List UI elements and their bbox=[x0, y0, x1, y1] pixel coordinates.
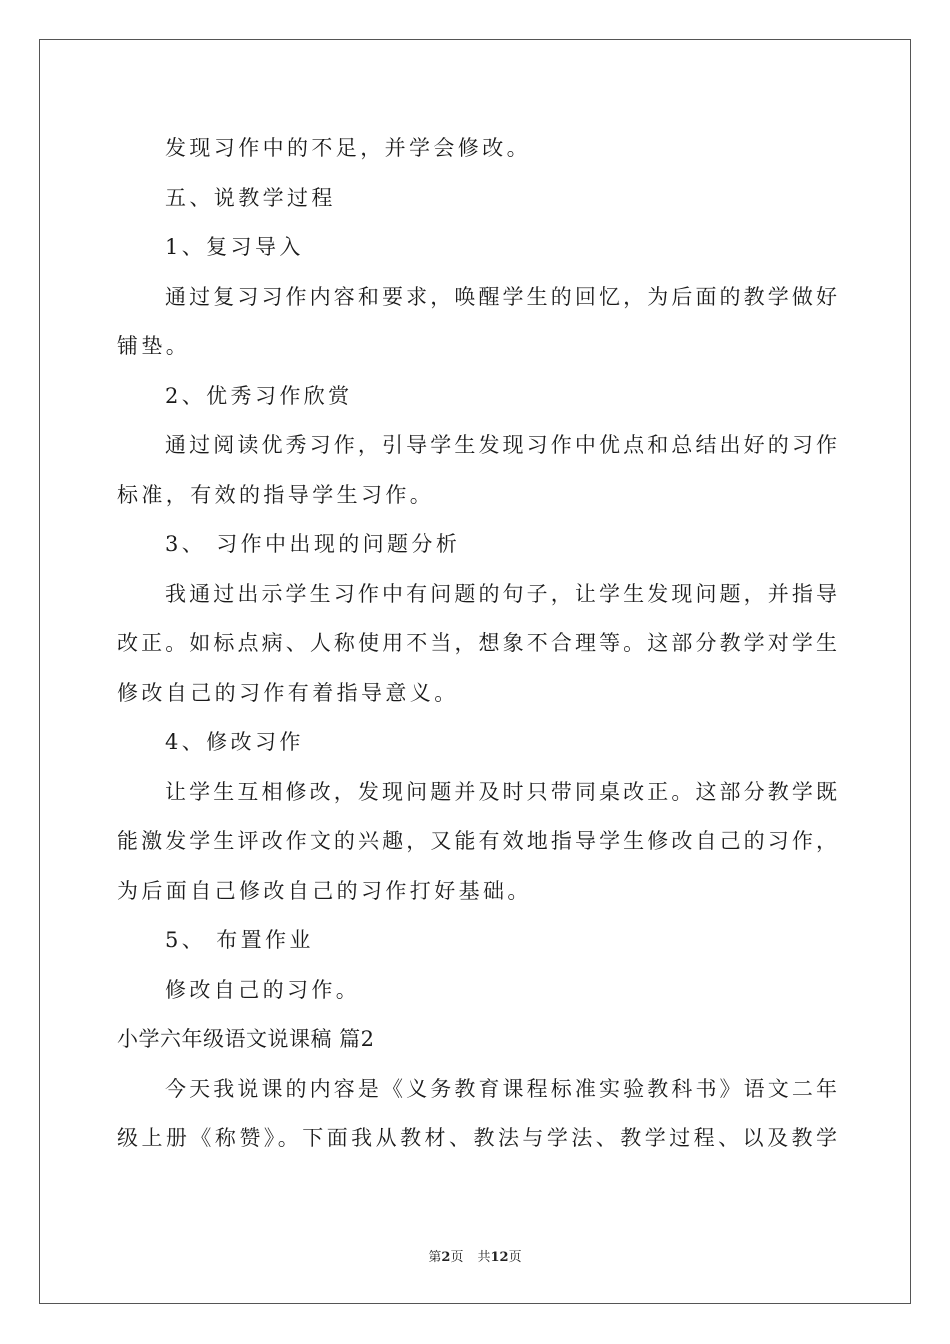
paragraph-line: 通过阅读优秀习作，引导学生发现习作中优点和总结出好的习作 bbox=[165, 433, 837, 457]
paragraph-line: 级上册《称赞》。下面我从教材、教法与学法、教学过程、以及教学 bbox=[117, 1126, 837, 1150]
paragraph-line: 为后面自己修改自己的习作打好基础。 bbox=[117, 878, 532, 903]
paragraph-line: 改正。如标点病、人称使用不当，想象不合理等。这部分教学对学生 bbox=[117, 631, 837, 655]
subsection-heading: 3、 习作中出现的问题分析 bbox=[165, 532, 461, 556]
article-title: 小学六年级语文说课稿 篇2 bbox=[117, 1027, 375, 1051]
paragraph-line: 修改自己的习作。 bbox=[165, 977, 361, 1002]
paragraph-line: 能激发学生评改作文的兴趣，又能有效地指导学生修改自己的习作， bbox=[117, 829, 837, 853]
document-body bbox=[117, 124, 837, 1164]
page-label-suffix: 页 bbox=[450, 1250, 464, 1265]
page-number: 2 bbox=[441, 1250, 451, 1265]
paragraph-line: 铺垫。 bbox=[117, 334, 191, 358]
subsection-heading: 2、优秀习作欣赏 bbox=[165, 383, 353, 408]
total-pages: 12 bbox=[490, 1250, 509, 1265]
total-label-prefix: 共 bbox=[477, 1250, 491, 1265]
paragraph-line: 通过复习习作内容和要求，唤醒学生的回忆，为后面的教学做好 bbox=[165, 284, 837, 309]
total-label-suffix: 页 bbox=[508, 1250, 522, 1265]
paragraph-line: 我通过出示学生习作中有问题的句子，让学生发现问题，并指导 bbox=[165, 581, 837, 606]
page-footer bbox=[0, 1246, 950, 1265]
subsection-heading: 1、复习导入 bbox=[165, 235, 304, 259]
paragraph-line: 今天我说课的内容是《义务教育课程标准实验教科书》语文二年 bbox=[165, 1076, 837, 1101]
paragraph-line: 让学生互相修改，发现问题并及时只带同桌改正。这部分教学既 bbox=[165, 779, 837, 804]
paragraph-line: 修改自己的习作有着指导意义。 bbox=[117, 680, 459, 705]
page-label-prefix: 第 bbox=[428, 1250, 442, 1265]
paragraph-line: 标准，有效的指导学生习作。 bbox=[117, 482, 435, 507]
subsection-heading: 5、 布置作业 bbox=[165, 928, 314, 952]
section-heading: 五、说教学过程 bbox=[165, 185, 336, 210]
paragraph-line: 发现习作中的不足，并学会修改。 bbox=[165, 136, 531, 160]
subsection-heading: 4、修改习作 bbox=[165, 730, 304, 754]
